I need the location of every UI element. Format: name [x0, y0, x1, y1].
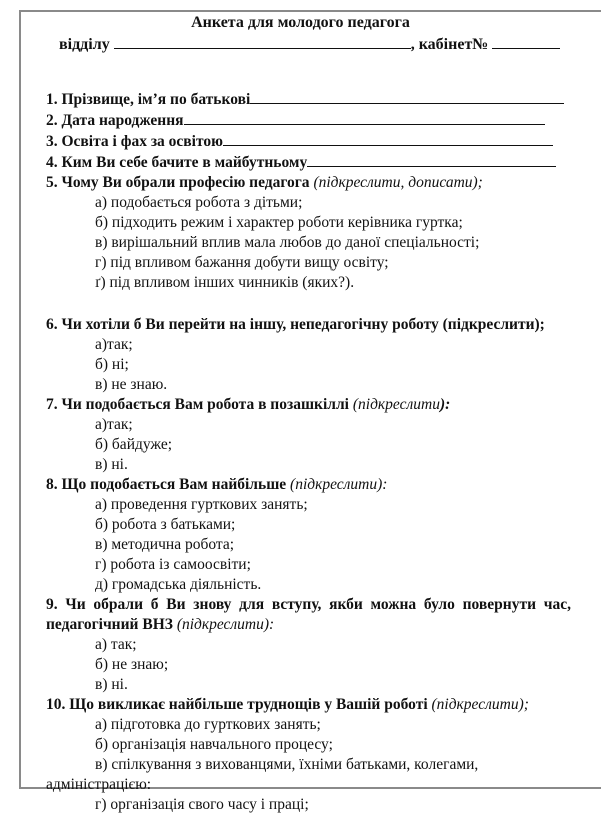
option[interactable]: а) проведення гурткових занять;	[95, 496, 308, 513]
field-label: 2. Дата народження	[46, 112, 184, 129]
field-education	[46, 131, 571, 152]
option[interactable]: а) так;	[95, 636, 137, 653]
question-5	[46, 173, 571, 193]
field-future	[46, 152, 571, 173]
question-text: 6. Чи хотіли б Ви перейти на іншу, непедагогічну роботу (підкреслити);	[46, 316, 545, 333]
question-7	[46, 395, 571, 415]
question-hint: (підкреслити, дописати);	[313, 174, 483, 191]
question-text: 8. Що подобається Вам найбільше	[46, 476, 287, 493]
question-hint-tail: ):	[439, 396, 451, 413]
education-blank-field[interactable]	[223, 131, 553, 146]
field-label: 3. Освіта і фах за освітою	[46, 133, 223, 150]
option[interactable]: а)так;	[95, 416, 133, 433]
question-hint: (підкреслити);	[431, 696, 529, 713]
option[interactable]: б) не знаю;	[95, 656, 169, 673]
option[interactable]: в) методична робота;	[95, 536, 235, 553]
option[interactable]: в) не знаю.	[95, 376, 168, 393]
header-line	[59, 34, 560, 55]
field-label: 1. Прізвище, ім’я по батькові	[46, 91, 251, 108]
option[interactable]: в) спілкування з вихованцями, їхніми батьками, колегами, адміністрацією:	[46, 756, 479, 793]
option[interactable]: а)так;	[95, 336, 133, 353]
field-full-name	[46, 89, 571, 110]
cabinet-blank-field[interactable]	[492, 34, 560, 49]
option[interactable]: б) організація навчального процесу;	[95, 736, 333, 753]
question-text: 7. Чи подобається Вам робота в позашкіллі	[46, 396, 349, 413]
option[interactable]: д) громадська діяльність.	[95, 576, 262, 593]
question-8	[46, 475, 571, 495]
option[interactable]: б) робота з батьками;	[95, 516, 236, 533]
option[interactable]: г) робота із самоосвіти;	[95, 556, 251, 573]
question-hint: (підкреслити):	[290, 476, 388, 493]
field-birth-date	[46, 110, 571, 131]
question-text: 5. Чому Ви обрали професію педагога	[46, 174, 310, 191]
question-text: 10. Що викликає найбільше труднощів у Вашій роботі	[46, 696, 428, 713]
question-6	[46, 315, 571, 335]
department-blank-field[interactable]	[114, 34, 411, 49]
option[interactable]: а) підготовка до гурткових занять;	[95, 716, 321, 733]
department-label: відділу	[59, 36, 110, 53]
option[interactable]: в) ні.	[95, 456, 128, 473]
option[interactable]: а) подобається робота з дітьми;	[95, 194, 303, 211]
field-label: 4. Ким Ви себе бачите в майбутньому	[46, 154, 308, 171]
option[interactable]: г) під впливом бажання добути вищу освіту;	[95, 254, 389, 271]
option[interactable]: б) байдуже;	[95, 436, 173, 453]
birth-date-blank-field[interactable]	[184, 110, 545, 125]
full-name-blank-field[interactable]	[250, 89, 564, 104]
option[interactable]: г) організація свого часу і праці;	[95, 796, 309, 813]
option[interactable]: в) ні.	[95, 676, 128, 693]
question-text-line2: педагогічний ВНЗ	[46, 616, 173, 633]
option[interactable]: ґ) під впливом інших чинників (яких?).	[95, 274, 355, 291]
document-title: Анкета для молодого педагога	[191, 14, 410, 31]
question-hint: (підкреслити):	[176, 616, 275, 633]
option[interactable]: б) підходить режим і характер роботи керівника гуртка;	[95, 214, 463, 231]
question-10	[46, 695, 571, 715]
option[interactable]: в) вирішальний вплив мала любов до даної спеціальності;	[95, 234, 480, 251]
future-blank-field[interactable]	[307, 152, 556, 167]
question-text-line1: 9. Чи обрали б Ви знову для вступу, якби можна було повернути час,	[46, 596, 571, 613]
spacer	[46, 293, 571, 315]
option[interactable]: б) ні;	[95, 356, 129, 373]
question-hint: (підкреслити	[352, 396, 440, 413]
questionnaire-body	[46, 89, 571, 815]
cabinet-label: , кабінет№	[410, 36, 489, 53]
question-9	[46, 595, 571, 635]
